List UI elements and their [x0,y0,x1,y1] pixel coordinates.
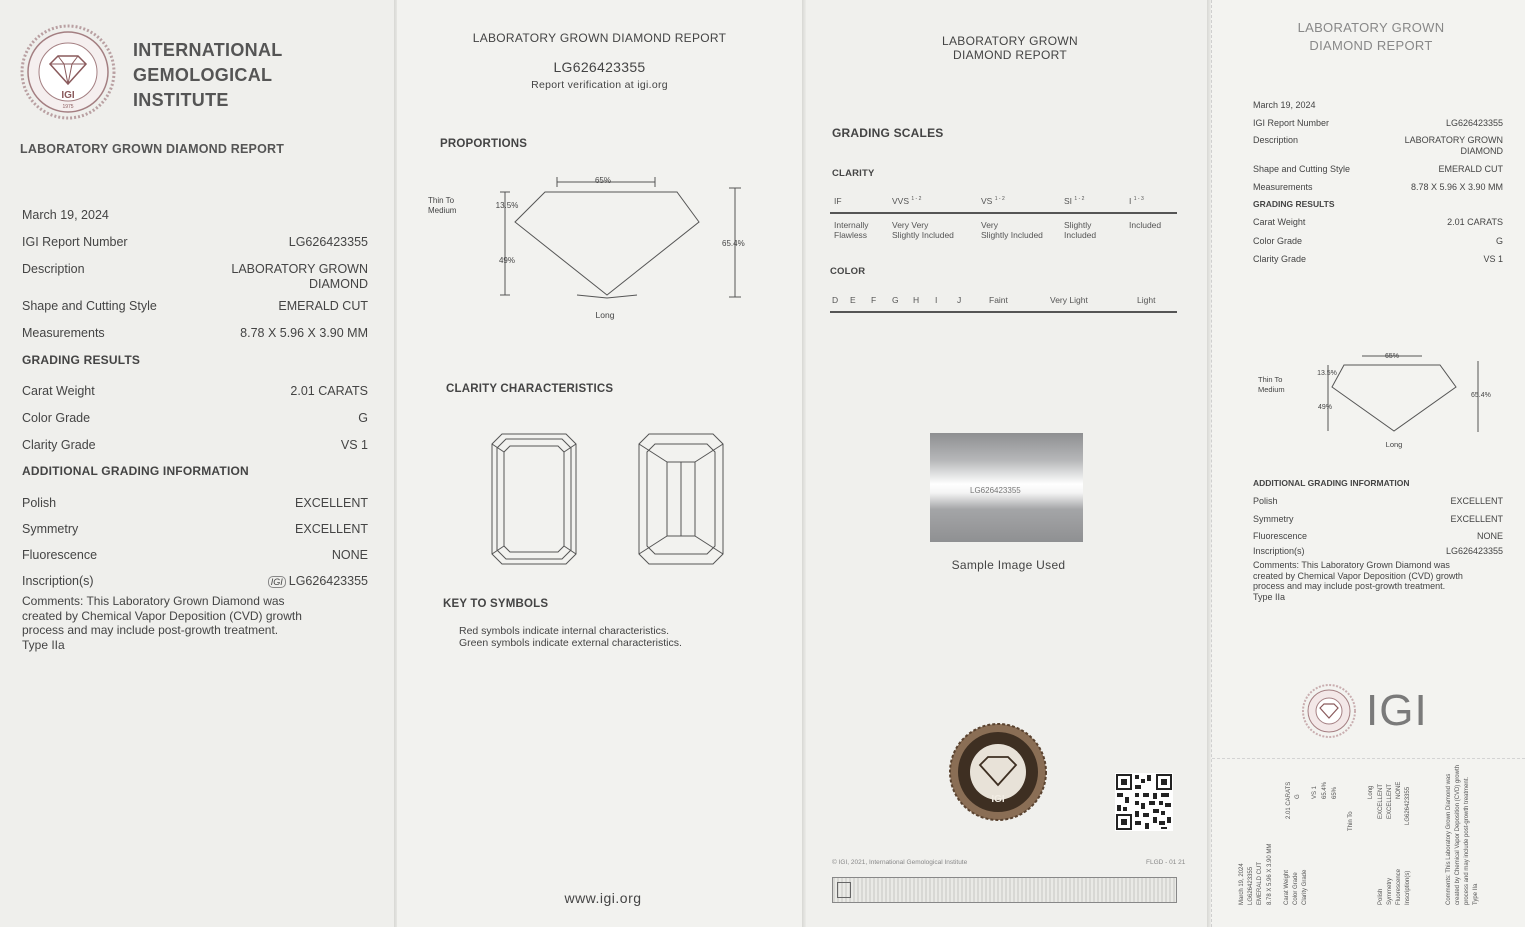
igi-mini-logo-icon: IGI [268,576,286,588]
proportions-panel [397,0,802,927]
igi-seal-logo-icon [20,24,116,120]
color-grade: I [935,295,938,305]
sample-image-caption: Sample Image Used [951,558,1066,572]
color-grade: Faint [989,295,1008,305]
proportions-heading: PROPORTIONS [440,138,528,150]
color-grade: G [892,295,899,305]
proportions-diagram [427,165,767,330]
form-code: FLGD - 01 21 [1146,859,1186,866]
clarity-scale-rule [830,212,1177,214]
svg-text:Long: Long [595,310,615,320]
clarity-grade: SI $^{1 - 2}$ [1064,195,1085,206]
color-grade: H [913,295,920,305]
additional-heading: ADDITIONAL GRADING INFORMATION [22,464,249,478]
svg-text:Medium: Medium [1258,385,1285,394]
report-number: LG626423355 [553,59,646,75]
clarity-scale-heading: CLARITY [832,168,875,179]
clarity-grade: I $^{1 - 3}$ [1129,195,1144,206]
security-feature-strip [832,877,1177,903]
clarity-grade: VS $^{1 - 2}$ [981,195,1005,206]
report-number: LG626423355 [288,235,368,249]
report-title: LABORATORY GROWN DIAMOND REPORT [472,31,727,45]
photo-inscription: LG626423355 [970,486,1021,495]
clarity-characteristics-heading: CLARITY CHARACTERISTICS [446,383,614,395]
verification-text: Report verification at igi.org [531,79,668,91]
key-line-internal: Red symbols indicate internal characteristics. [459,625,670,637]
emerald-crown-plot-icon [490,432,580,567]
copyright-text: © IGI, 2021, International Gemological Institute [832,859,968,866]
svg-text:49%: 49% [1317,404,1333,411]
comments: Comments: This Laboratory Grown Diamond was created by Chemical Vapor Deposition (CVD) growth process and may include post-growth treatment. Type IIa [22,594,302,652]
grading-scales-heading: GRADING SCALES [832,126,944,140]
card-comments: Comments: This Laboratory Grown Diamond was created by Chemical Vapor Deposition (CVD) growth process and may include post-growth treatment. Type IIa [1253,560,1463,602]
svg-text:Long: Long [1385,440,1403,449]
svg-text:IGI: IGI [61,90,75,101]
card-back-rotated-summary: March 19, 2024 LG626423355 EMERALD CUT 8.78 X 5.96 X 3.90 MM Carat Weight Color Grade Clarity Grade 2.01 CARATS G VS 1 65.4% 65% Thin To Polish Symmetry Fluorescence Inscription(s) Long EXCELLENT EXCELLENT NONE LG626423355 Comments: This Laboratory Grown Diamond was created by Chemical Vapor Deposition (CVD) growth process and may include post-growth treatment. Type IIa [1212,758,1525,927]
org-name-line: INSTITUTE [133,90,229,110]
svg-text:IGI: IGI [991,794,1005,805]
color-grade: F [871,295,877,305]
clarity-desc: Included [1129,220,1162,230]
diamond-sample-photo [930,433,1083,542]
report-summary-panel: IGI 1975 INTERNATIONAL GEMOLOGICAL INSTITUTE LABORATORY GROWN DIAMOND REPORT March 19, 2024 IGI Report Number LG626423355 Description LABORATORY GROWN DIAMOND Shape and Cutting Style EMERALD CUT Measurements 8.78 X 5.96 X 3.90 MM GRADING RESULTS Carat Weight 2.01 CARATS Color Grade G Clarity Grade VS 1 ADDITIONAL GRADING INFORMATION Polish EXCELLENT Symmetry EXCELLENT Fluorescence NONE Inscription(s) IGI LG626423355 Comments: This Laboratory Grown Diamond was created by Chemical Vapor Deposition (CVD) growth process and may include post-growth treatment. Type IIa [0,0,395,927]
clarity-grade: IF [834,196,842,206]
grading-scales-panel [806,0,1208,927]
color-grade: D [832,295,839,305]
igi-wordmark: IGI [1366,686,1428,735]
igi-hologram-seal-icon [948,722,1048,822]
key-line-external: Green symbols indicate external characteristics. [459,637,682,649]
color-grade: E [850,295,856,305]
document-icon [837,882,851,898]
card-grading-heading: GRADING RESULTS [1253,199,1335,209]
wallet-card-panel: LABORATORY GROWN DIAMOND REPORT March 19, 2024 IGI Report Number LG626423355 Description LABORATORY GROWN DIAMOND Shape and Cutting Style EMERALD CUT Measurements 8.78 X 5.96 X 3.90 MM GRADING RESULTS Carat Weight 2.01 CARATS Color Grade G Clarity Grade VS 1 65% 13.5% 49% Thin To Medium 65.4% Long ADDITIONAL GRADING INFORMATION Polish EXCELLENT Symmetry EXCELLENT Fluorescence NONE Inscription(s) LG626423355 Comments: This Laboratory Grown Diamond was created by Chemical Vapor Deposition (CVD) growth process and may include post-growth treatment. Type IIa IGI March 19, 2024 LG626423355 EMERALD CUT 8.78 X 5.96 X 3.90 MM Carat Weight Color Grade Clarity Grade 2.01 CARATS G VS 1 65.4% 65% Thin To Polish Symmetry Fluorescence Inscription(s) Long EXCELLENT EXCELLENT NONE LG626423355 Comments: This Laboratory Grown Diamond was created by Chemical Vapor Deposition (CVD) growth process and may include post-growth treatment. Type IIa [1211,0,1525,927]
clarity-desc: Very Very Slightly Included [892,220,954,240]
emerald-pavilion-plot-icon [637,432,727,567]
igi-small-seal-icon [1301,683,1357,739]
svg-text:Medium: Medium [428,206,457,215]
svg-text:65.4%: 65.4% [1471,392,1491,399]
svg-text:Thin To: Thin To [428,196,455,205]
clarity-desc: Internally Flawless [834,220,869,240]
clarity-desc: Very Slightly Included [981,220,1043,240]
website-link[interactable]: www.igi.org [564,890,642,906]
svg-text:65.4%: 65.4% [722,239,745,248]
svg-text:49%: 49% [498,256,516,265]
organization-name [133,38,283,113]
svg-text:Thin To: Thin To [1258,375,1283,384]
svg-text:13.5%: 13.5% [495,201,519,210]
card-proportions-diagram [1252,345,1502,455]
report-title: LABORATORY GROWN DIAMOND REPORT [942,34,1078,62]
org-name-line: INTERNATIONAL [133,40,283,60]
key-to-symbols-heading: KEY TO SYMBOLS [443,598,549,610]
color-scale-rule [830,311,1177,313]
grading-results-heading: GRADING RESULTS [22,353,141,367]
org-name-line: GEMOLOGICAL [133,65,273,85]
svg-text:13.5%: 13.5% [1317,370,1337,377]
svg-text:65%: 65% [594,176,612,185]
color-grade: J [957,295,962,305]
color-grade: Light [1137,295,1156,305]
svg-text:65%: 65% [1384,353,1400,360]
card-title: LABORATORY GROWN DIAMOND REPORT [1297,20,1445,53]
card-additional-heading: ADDITIONAL GRADING INFORMATION [1253,478,1410,488]
color-grade: Very Light [1050,295,1088,305]
clarity-desc: Slightly Included [1064,220,1097,240]
qr-code-icon[interactable] [1115,773,1173,831]
svg-text:1975: 1975 [62,104,74,110]
clarity-grade: VVS $^{1 - 2}$ [892,195,922,206]
report-title: LABORATORY GROWN DIAMOND REPORT [20,142,285,156]
color-scale-heading: COLOR [830,266,866,277]
